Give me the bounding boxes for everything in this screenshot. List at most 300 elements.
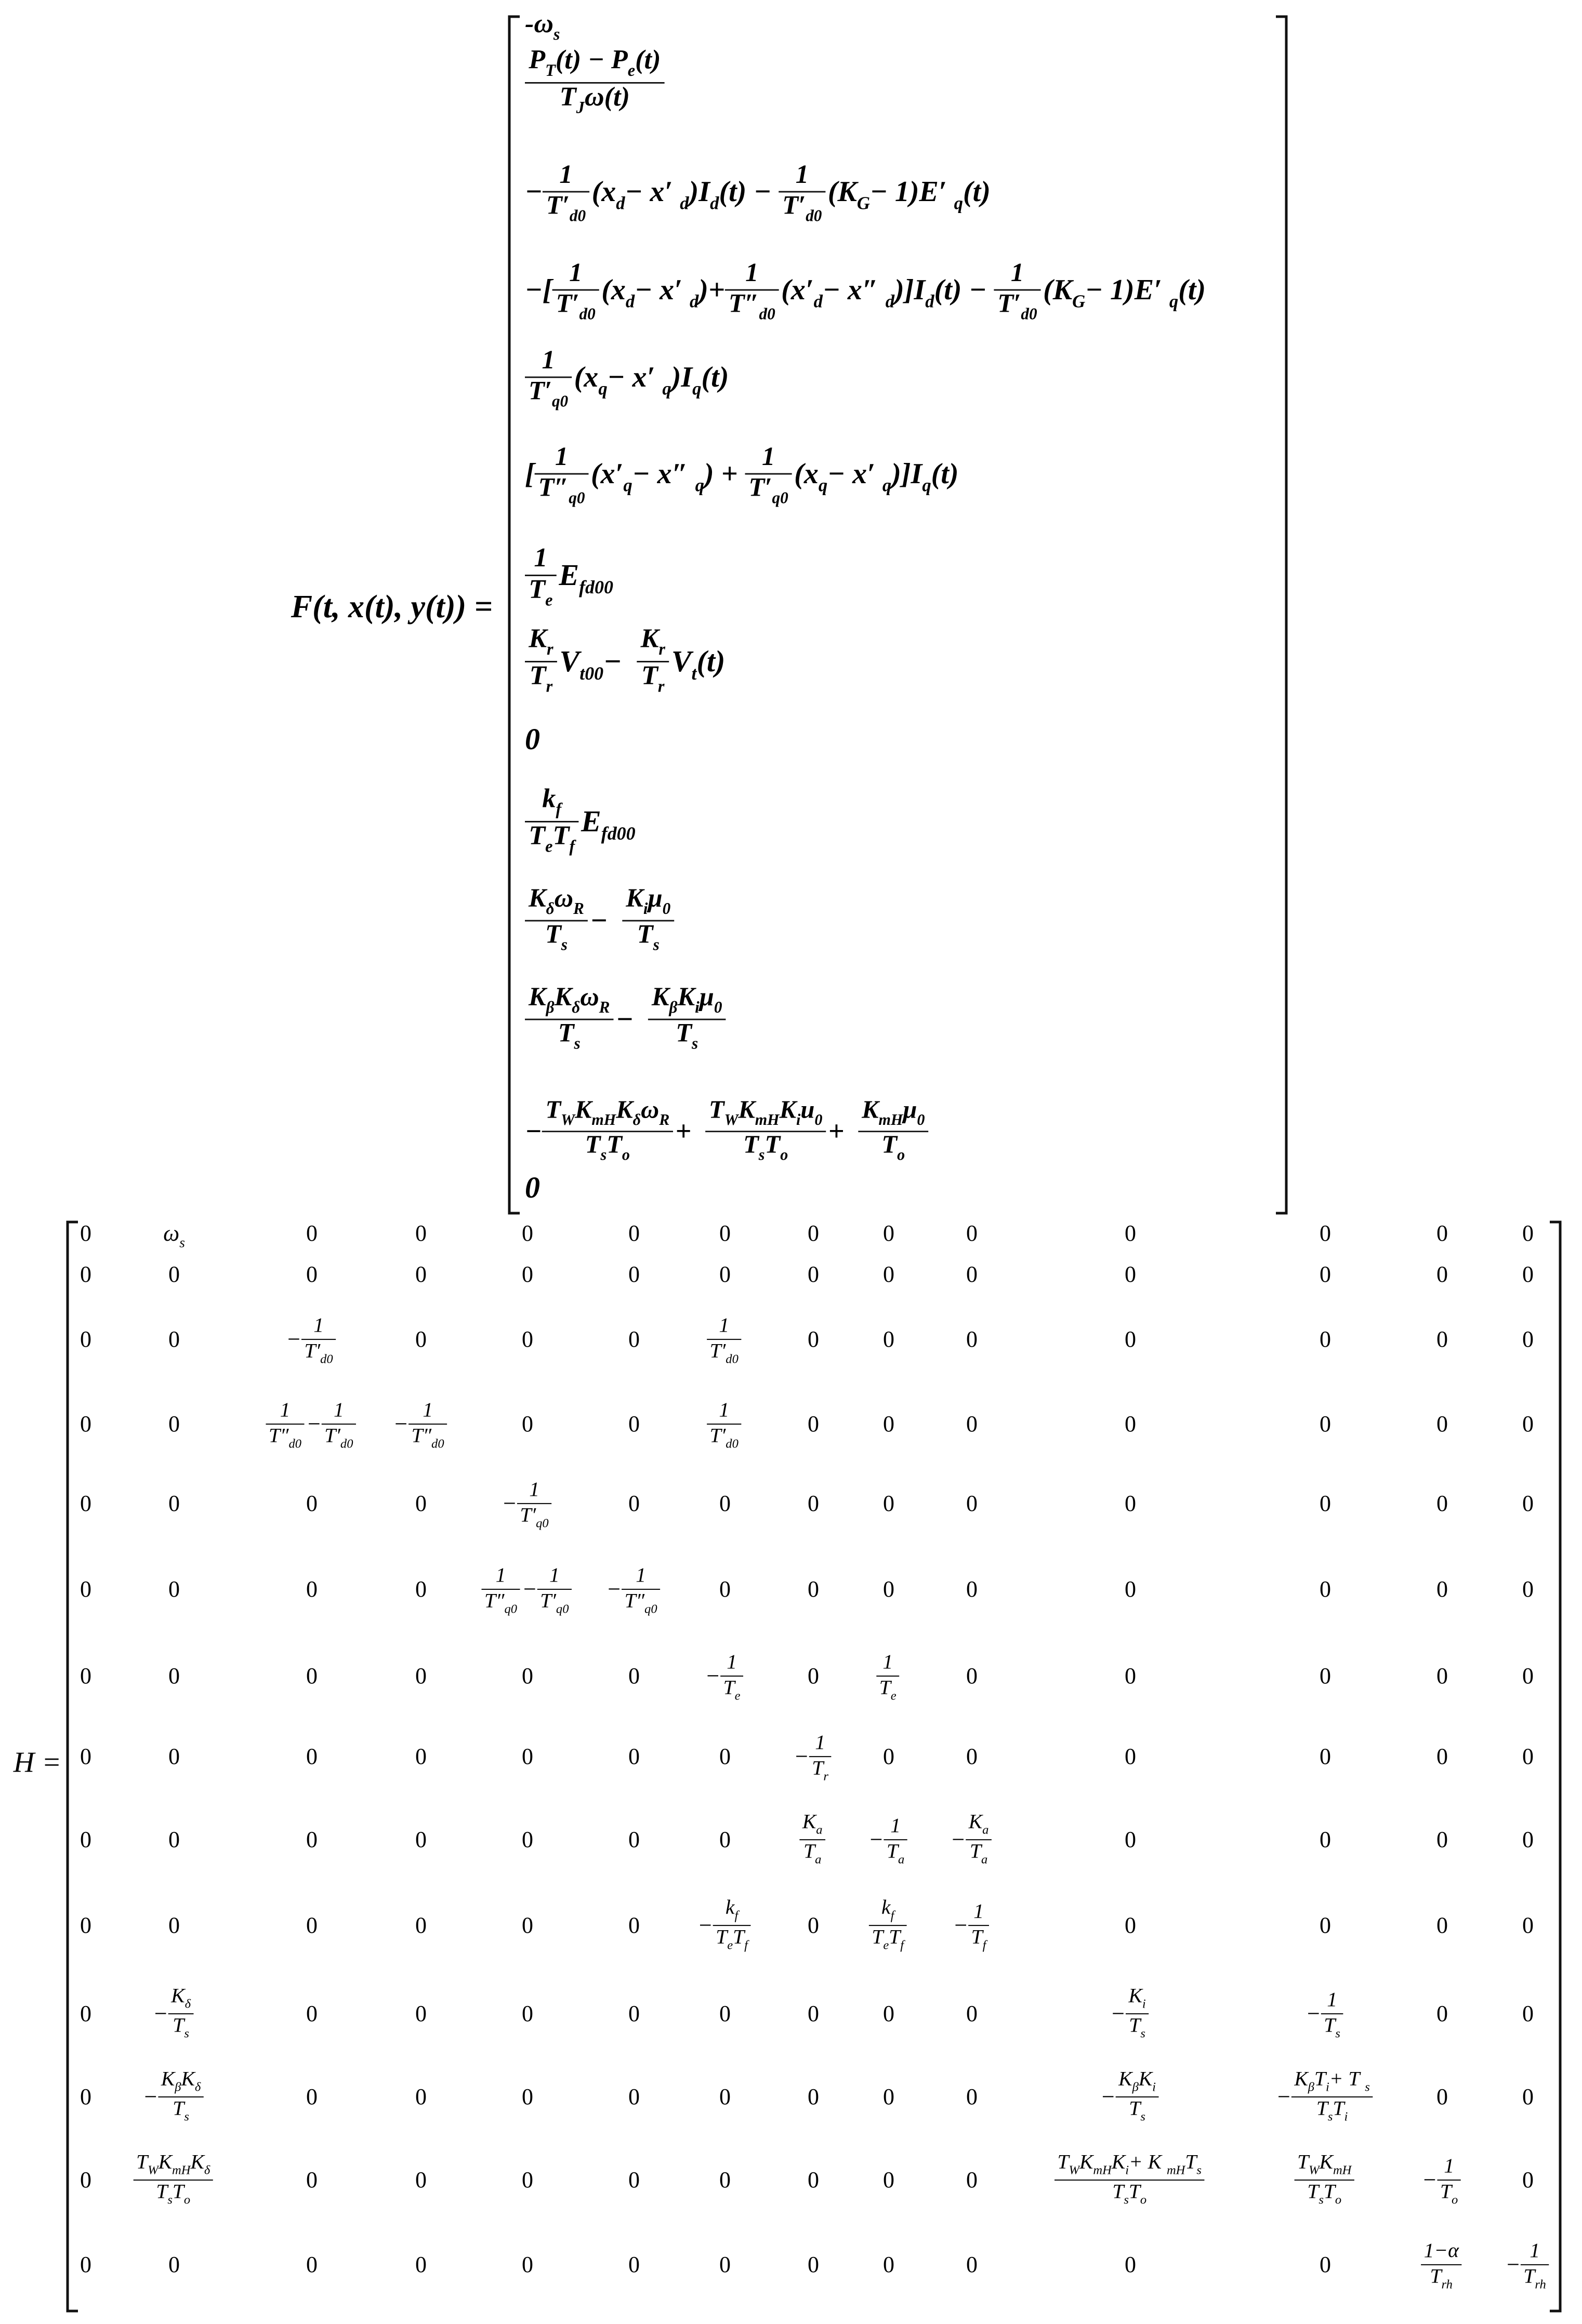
h-cell-text: 0 xyxy=(1125,2252,1136,2277)
h-cell-numerator-text: f xyxy=(890,1908,894,1923)
f-entry-denominator-text: T xyxy=(881,1130,898,1159)
h-cell-text: 0 xyxy=(883,2252,894,2277)
h-matrix-cell xyxy=(80,1491,91,1516)
f-entry-denominator-text: d0 xyxy=(759,304,775,323)
h-cell-text: 0 xyxy=(1125,1491,1136,1516)
f-row xyxy=(525,442,959,507)
h-cell-text: − xyxy=(1421,2167,1438,2193)
f-entry-numerator-text: 1 xyxy=(569,257,583,287)
h-matrix-cell xyxy=(1522,1220,1534,1246)
h-cell-denominator-text: T xyxy=(971,1925,983,1948)
h-matrix-cell xyxy=(808,2167,819,2193)
h-cell-denominator-text: a xyxy=(981,1852,988,1867)
h-cell-text: 0 xyxy=(628,2167,640,2193)
h-cell-numerator-text: i xyxy=(1142,1997,1146,2011)
h-cell-text: 0 xyxy=(808,1220,819,1246)
f-entry-text: q xyxy=(922,475,931,496)
h-matrix-cell xyxy=(1320,1411,1331,1437)
f-entry-text: q xyxy=(598,378,608,399)
h-cell-text: 0 xyxy=(306,2084,318,2109)
h-cell-numerator-text: 1 xyxy=(495,1563,506,1587)
h-cell-text: 0 xyxy=(719,2084,731,2109)
h-matrix-cell xyxy=(306,1261,318,1287)
h-cell-denominator-text: T xyxy=(886,1839,898,1863)
h-matrix-cell xyxy=(1522,1827,1534,1852)
h-matrix-cell xyxy=(415,1827,427,1852)
f-entry-numerator-text: mH xyxy=(878,1110,903,1128)
h-cell-text: 0 xyxy=(808,1411,819,1437)
f-entry-numerator-text: K xyxy=(529,623,547,654)
h-cell-denominator-text: T xyxy=(733,1925,745,1948)
f-entry-text: −[ xyxy=(525,274,552,306)
h-matrix-cell xyxy=(306,2001,318,2026)
f-entry-numerator-text: K xyxy=(626,883,643,912)
h-cell-denominator-text: T xyxy=(969,1839,981,1863)
h-lhs-label: H = xyxy=(13,1746,61,1778)
h-matrix-cell xyxy=(1522,1411,1534,1437)
h-matrix-cell xyxy=(1100,2067,1159,2123)
h-cell-numerator-text: 1 xyxy=(727,1650,737,1674)
h-matrix-cell xyxy=(1522,1261,1534,1287)
h-cell-denominator-text: s xyxy=(1140,2026,1145,2041)
h-matrix-cell xyxy=(1125,1411,1136,1437)
h-cell-text: 0 xyxy=(719,1220,731,1246)
h-cell-text: 0 xyxy=(808,1576,819,1602)
f-entry-denominator-text: T′ xyxy=(556,288,579,318)
f-entry-text: − 1)E′ xyxy=(869,176,947,208)
h-matrix-cell xyxy=(80,1744,91,1769)
h-cell-text: 0 xyxy=(80,1744,91,1769)
h-cell-denominator-text: o xyxy=(1140,2193,1147,2207)
h-matrix-cell xyxy=(80,1220,91,1246)
h-cell-text: 0 xyxy=(628,1326,640,1352)
f-entry-denominator-text: T xyxy=(676,1018,692,1047)
h-matrix-cell xyxy=(808,1576,819,1602)
h-matrix-cell xyxy=(628,1326,640,1352)
h-matrix-cell xyxy=(306,1576,318,1602)
h-matrix-cell xyxy=(1522,1576,1534,1602)
h-cell-denominator-text: e xyxy=(734,1689,741,1703)
f-entry-numerator-text: K xyxy=(779,1095,797,1124)
h-cell-numerator-text: mH xyxy=(1166,2163,1185,2177)
h-cell-text: 0 xyxy=(719,1827,731,1852)
h-cell-text: 0 xyxy=(522,2167,533,2193)
h-cell-text: 0 xyxy=(1320,1261,1331,1287)
h-cell-text: 0 xyxy=(168,1744,180,1769)
h-matrix-cell xyxy=(794,1731,831,1783)
h-cell-denominator-text: o xyxy=(1451,2193,1458,2207)
h-matrix-cell xyxy=(628,2001,640,2026)
h-cell-text: 0 xyxy=(415,2084,427,2109)
h-cell-text: 0 xyxy=(808,2001,819,2026)
h-cell-numerator-text: 1 xyxy=(333,1398,344,1422)
h-cell-text: 0 xyxy=(168,1326,180,1352)
h-cell-text: 0 xyxy=(808,1326,819,1352)
h-matrix-cell xyxy=(883,2167,894,2193)
h-cell-text: 0 xyxy=(415,1491,427,1516)
h-matrix-cell xyxy=(1125,1261,1136,1287)
f-entry-numerator-text: T xyxy=(545,61,556,80)
h-cell-text: 0 xyxy=(1436,1261,1448,1287)
f-entry-denominator-text: T xyxy=(545,919,561,949)
h-cell-text: s xyxy=(179,1234,185,1251)
h-matrix-cell xyxy=(966,1663,978,1689)
h-cell-denominator-text: s xyxy=(1327,2109,1333,2124)
f-entry-numerator-text: 1 xyxy=(1010,257,1024,287)
f-entry-numerator-text: 0 xyxy=(714,998,722,1017)
h-matrix-cell xyxy=(168,1491,180,1516)
f-entry-text: (t) xyxy=(696,644,726,678)
h-cell-text: 0 xyxy=(1436,2084,1448,2109)
f-entry-text: q xyxy=(882,475,892,496)
f-row xyxy=(525,1095,928,1163)
h-cell-text: 0 xyxy=(1125,1913,1136,1938)
h-matrix-cell xyxy=(80,1411,91,1437)
h-matrix-cell xyxy=(415,1491,427,1516)
h-cell-text: 0 xyxy=(415,2001,427,2026)
h-matrix-cell xyxy=(628,1220,640,1246)
h-cell-text: 0 xyxy=(80,2167,91,2193)
h-matrix-cell xyxy=(522,1411,533,1437)
f-entry-denominator-text: T xyxy=(637,919,653,949)
h-cell-denominator-text: d0 xyxy=(320,1352,333,1366)
f-entry-text: fd00 xyxy=(579,577,613,598)
h-matrix-cell xyxy=(80,2084,91,2109)
h-cell-denominator-text: rh xyxy=(1535,2277,1546,2292)
h-cell-numerator-text: 1−α xyxy=(1423,2239,1459,2262)
f-entry-denominator-text: T′ xyxy=(997,288,1021,318)
h-cell-text: 0 xyxy=(1125,1411,1136,1437)
f-entry-denominator-text: T″ xyxy=(538,472,569,502)
h-cell-text: 0 xyxy=(1320,1663,1331,1689)
h-cell-numerator-text: 1 xyxy=(1530,2239,1540,2262)
h-cell-text: 0 xyxy=(415,1220,427,1246)
h-matrix-cell xyxy=(1125,1827,1136,1852)
f-row xyxy=(525,258,1206,323)
h-cell-text: 0 xyxy=(415,1913,427,1938)
h-matrix-cell xyxy=(719,2084,731,2109)
h-cell-denominator-text: T xyxy=(1440,2180,1452,2203)
f-entry-text: (t) xyxy=(963,176,991,208)
h-cell-text: 0 xyxy=(1125,1663,1136,1689)
f-entry-numerator-text: 1 xyxy=(542,344,555,374)
f-entry-denominator-text: d0 xyxy=(569,206,586,225)
h-cell-numerator-text: 1 xyxy=(882,1650,893,1674)
h-matrix-cell xyxy=(1276,2067,1373,2123)
h-cell-text: 0 xyxy=(80,2084,91,2109)
h-cell-text: 0 xyxy=(808,2084,819,2109)
h-cell-text: 0 xyxy=(883,1261,894,1287)
h-matrix-cell xyxy=(415,1576,427,1602)
h-matrix-cell xyxy=(415,2001,427,2026)
h-cell-denominator-text: T xyxy=(1112,2180,1124,2203)
f-entry-numerator-text: 1 xyxy=(555,441,569,471)
f-entry-text: s xyxy=(553,24,560,44)
h-matrix-cell xyxy=(522,1663,533,1689)
f-entry-numerator-text: K xyxy=(529,981,546,1011)
h-cell-numerator-text: W xyxy=(148,2163,159,2177)
h-cell-denominator-text: T xyxy=(173,2013,184,2037)
h-matrix-cell xyxy=(306,1220,318,1246)
h-cell-denominator-text: T xyxy=(1523,2264,1535,2288)
h-cell-text: 0 xyxy=(628,1411,640,1437)
f-entry-text: (x xyxy=(574,361,599,393)
h-cell-text: 0 xyxy=(1436,1326,1448,1352)
h-matrix-cell xyxy=(168,1261,180,1287)
f-entry-denominator-text: T xyxy=(743,1130,759,1159)
f-entry-numerator-text: 0 xyxy=(814,1110,823,1128)
h-cell-numerator-text: mH xyxy=(1093,2163,1112,2177)
f-entry-numerator-text: K xyxy=(529,883,546,912)
f-entry-numerator-text: ω xyxy=(554,883,574,912)
f-entry-numerator-text: i xyxy=(796,1110,801,1128)
h-cell-numerator-text: T xyxy=(1057,2150,1069,2173)
f-entry-numerator-text: T xyxy=(545,1095,561,1124)
f-entry-text: (x xyxy=(794,458,819,490)
h-cell-text: 0 xyxy=(1320,1913,1331,1938)
h-cell-numerator-text: i xyxy=(1125,2163,1129,2177)
h-cell-text: 0 xyxy=(522,2084,533,2109)
f-entry-numerator-text: i xyxy=(695,998,700,1017)
h-matrix-cell xyxy=(719,2167,731,2193)
h-matrix-cell xyxy=(966,2167,978,2193)
h-cell-text: − xyxy=(502,1491,517,1516)
f-entry-text: d xyxy=(689,291,699,312)
h-matrix-cell xyxy=(1436,1261,1448,1287)
h-cell-denominator-text: s xyxy=(1335,2026,1340,2041)
h-cell-numerator-text: K xyxy=(161,2067,175,2090)
h-matrix-cell xyxy=(705,1650,743,1703)
h-matrix-cell xyxy=(80,1326,91,1352)
h-cell-text: 0 xyxy=(415,1744,427,1769)
h-cell-numerator-text: 1 xyxy=(1327,1988,1337,2011)
h-cell-text: 0 xyxy=(306,1663,318,1689)
h-cell-text: 0 xyxy=(628,1744,640,1769)
h-matrix-cell xyxy=(628,1663,640,1689)
h-matrix-cell xyxy=(808,2084,819,2109)
h-cell-numerator-text: k xyxy=(881,1895,891,1919)
h-cell-text: 0 xyxy=(415,1326,427,1352)
f-entry-denominator-text: T xyxy=(641,660,658,691)
h-matrix-cell xyxy=(628,1411,640,1437)
h-cell-denominator-text: T xyxy=(723,1676,735,1699)
h-cell-denominator-text: s xyxy=(1124,2193,1129,2207)
f-entry-text: (x xyxy=(601,274,626,306)
h-matrix-cell xyxy=(808,1411,819,1437)
h-matrix-cell xyxy=(876,1650,899,1703)
h-cell-denominator-text: T″ xyxy=(269,1424,289,1447)
h-cell-text: 0 xyxy=(1125,1827,1136,1852)
h-matrix-cell xyxy=(522,1261,533,1287)
h-cell-text: − xyxy=(953,1913,969,1938)
f-entry-text: V xyxy=(559,644,580,678)
h-matrix-cell xyxy=(415,1261,427,1287)
h-matrix-cell xyxy=(522,1326,533,1352)
h-cell-text: 0 xyxy=(306,1220,318,1246)
h-matrix-cell xyxy=(80,1913,91,1938)
h-cell-numerator-text: T xyxy=(1297,2150,1309,2173)
f-entry-text: [ xyxy=(525,458,535,490)
f-vector-entries xyxy=(525,9,1206,1204)
h-matrix-cell xyxy=(522,2167,533,2193)
f-row xyxy=(525,542,613,609)
h-matrix-cell xyxy=(719,1220,731,1246)
h-cell-text: 0 xyxy=(306,1491,318,1516)
h-matrix-cell xyxy=(1125,1220,1136,1246)
h-matrix-cell xyxy=(415,1326,427,1352)
h-matrix-cell xyxy=(808,1220,819,1246)
h-cell-numerator-text: K xyxy=(1111,2150,1126,2173)
h-cell-text: − xyxy=(393,1411,409,1437)
f-entry-text: t xyxy=(691,663,697,684)
f-entry-denominator-text: T xyxy=(552,820,570,851)
f-entry-text: ) + xyxy=(704,458,738,490)
h-matrix-cell xyxy=(522,2252,533,2277)
f-entry-denominator-text: o xyxy=(897,1146,905,1164)
h-cell-text: 0 xyxy=(719,2001,731,2026)
h-cell-text: 0 xyxy=(883,2001,894,2026)
h-cell-denominator-text: T xyxy=(803,1839,815,1863)
h-matrix-cell xyxy=(808,2001,819,2026)
h-cell-text: 0 xyxy=(80,1411,91,1437)
h-cell-text: 0 xyxy=(1320,1827,1331,1852)
h-matrix-cell xyxy=(415,2084,427,2109)
h-matrix-cell xyxy=(1436,1491,1448,1516)
h-cell-numerator-text: W xyxy=(1309,2163,1320,2177)
h-matrix-cell xyxy=(966,1411,978,1437)
h-cell-numerator-text: δ xyxy=(194,2080,201,2094)
h-cell-denominator-text: T′ xyxy=(324,1424,340,1447)
h-matrix-cell xyxy=(1295,2150,1354,2207)
h-cell-text: 0 xyxy=(1522,1261,1534,1287)
h-cell-text: 0 xyxy=(1320,1576,1331,1602)
f-lhs-label: F(t, x(t), y(t)) = xyxy=(291,589,493,625)
h-cell-text: 0 xyxy=(80,1576,91,1602)
h-cell-text: 0 xyxy=(808,1663,819,1689)
h-cell-text: 0 xyxy=(1436,1663,1448,1689)
h-cell-text: 0 xyxy=(522,1326,533,1352)
h-matrix-cell xyxy=(966,1326,978,1352)
h-matrix-cell xyxy=(143,2067,204,2123)
h-matrix-cell xyxy=(306,2084,318,2109)
h-cell-numerator-text: 1 xyxy=(529,1478,539,1501)
h-cell-numerator-text: 1 xyxy=(549,1563,560,1587)
f-row xyxy=(525,982,726,1053)
h-cell-denominator-text: T″ xyxy=(484,1589,505,1612)
f-entry-denominator-text: q0 xyxy=(772,488,788,507)
h-cell-denominator-text: T xyxy=(1430,2264,1442,2288)
f-entry-numerator-text: δ xyxy=(546,899,555,918)
h-cell-text: 0 xyxy=(1436,2001,1448,2026)
h-matrix-cell xyxy=(1125,1663,1136,1689)
h-matrix-cell xyxy=(415,2252,427,2277)
h-cell-denominator-text: s xyxy=(184,2026,189,2041)
f-entry-text: (x′ xyxy=(590,458,624,490)
f-entry-numerator-text: μ xyxy=(903,1095,917,1124)
h-matrix-cell xyxy=(808,1326,819,1352)
h-cell-numerator-text: K xyxy=(1128,1984,1142,2007)
h-cell-numerator-text: K xyxy=(181,2067,195,2090)
h-cell-numerator-text: 1 xyxy=(890,1814,901,1837)
f-entry-denominator-text: T′ xyxy=(782,190,806,220)
h-cell-numerator-text: K xyxy=(802,1810,816,1833)
h-matrix-cell xyxy=(883,1576,894,1602)
h-cell-denominator-text: q0 xyxy=(504,1602,518,1616)
f-entry-text: − x″ xyxy=(632,458,688,490)
f-entry-numerator-text: P xyxy=(529,44,546,75)
f-entry-denominator-text: s xyxy=(691,1034,698,1053)
h-cell-text: 0 xyxy=(966,1744,978,1769)
h-cell-text: − xyxy=(1505,2252,1521,2277)
h-cell-denominator-text: s xyxy=(1319,2193,1324,2207)
h-cell-text: 0 xyxy=(168,1913,180,1938)
h-cell-numerator-text: T xyxy=(1314,2067,1326,2090)
f-entry-denominator-text: T′ xyxy=(546,190,570,220)
h-matrix-cell xyxy=(719,1744,731,1769)
h-matrix-cell xyxy=(522,2001,533,2026)
h-cell-denominator-text: a xyxy=(815,1852,822,1867)
f-row xyxy=(525,345,729,410)
f-row xyxy=(525,9,560,44)
f-entry-text: t00 xyxy=(579,663,604,684)
h-cell-text: ω xyxy=(163,1220,180,1246)
f-entry-numerator-text: 0 xyxy=(662,899,671,918)
h-cell-text: 0 xyxy=(522,1744,533,1769)
f-entry-text: − x″ xyxy=(822,274,878,306)
h-cell-text: 0 xyxy=(1522,1220,1534,1246)
h-matrix-cell xyxy=(606,1563,660,1616)
f-entry-text: − xyxy=(603,644,622,678)
h-cell-text: 0 xyxy=(168,1261,180,1287)
f-entry-text: G xyxy=(856,193,870,214)
f-entry-text: (t) − xyxy=(934,274,987,306)
h-matrix-cell xyxy=(415,1744,427,1769)
h-cell-text: − xyxy=(1306,2001,1321,2026)
f-entry-numerator-text: i xyxy=(643,899,648,918)
f-entry-text: (x xyxy=(591,176,616,208)
h-cell-text: − xyxy=(705,1663,721,1689)
h-matrix-cell xyxy=(628,1261,640,1287)
h-matrix-cell xyxy=(306,2252,318,2277)
f-entry-text: q xyxy=(662,378,671,399)
f-entry-numerator-text: ω xyxy=(580,981,599,1011)
h-matrix-cell xyxy=(883,2084,894,2109)
h-matrix-cell xyxy=(883,2252,894,2277)
h-matrix-cell xyxy=(719,1491,731,1516)
h-matrix-cell xyxy=(1320,1576,1331,1602)
f-entry-denominator-text: o xyxy=(622,1146,630,1164)
f-entry-numerator-text: R xyxy=(573,899,584,918)
h-cell-denominator-text: T xyxy=(1324,2013,1336,2037)
h-cell-text: 0 xyxy=(1436,1576,1448,1602)
h-cell-denominator-text: s xyxy=(184,2109,189,2124)
h-cell-text: 0 xyxy=(628,2252,640,2277)
f-entry-text: q xyxy=(692,378,702,399)
f-entry-text: V xyxy=(671,644,692,678)
h-matrix-cell xyxy=(628,1827,640,1852)
f-entry-denominator-text: d0 xyxy=(806,206,822,225)
h-matrix-cell xyxy=(415,1220,427,1246)
h-cell-text: 0 xyxy=(306,2252,318,2277)
h-matrix-cell xyxy=(522,1744,533,1769)
f-entry-numerator-text: r xyxy=(658,640,665,659)
h-cell-text: 0 xyxy=(1522,1576,1534,1602)
h-cell-text: 0 xyxy=(1436,1220,1448,1246)
h-cell-denominator-text: o xyxy=(1335,2193,1342,2207)
h-cell-text: 0 xyxy=(808,1491,819,1516)
f-entry-numerator-text: β xyxy=(546,998,555,1017)
f-entry-text: − 1)E′ xyxy=(1085,274,1162,306)
